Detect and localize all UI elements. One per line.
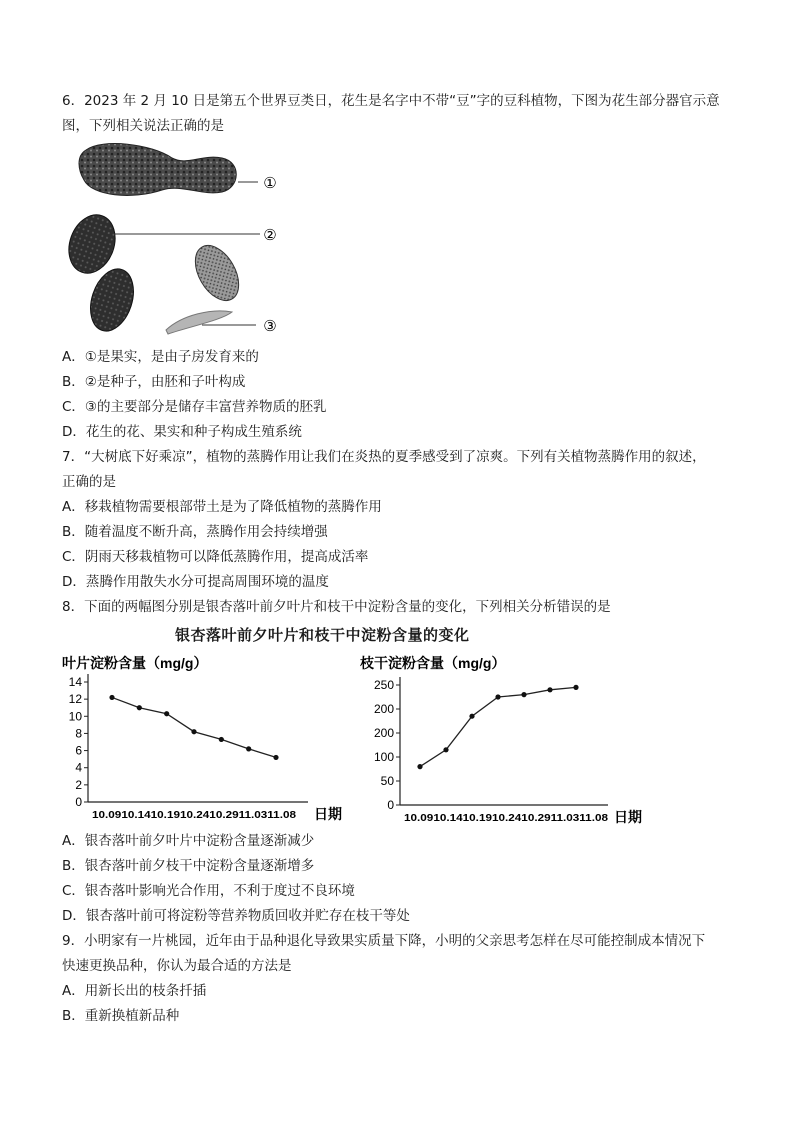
- y-tick-label: 0: [75, 795, 82, 809]
- peanut-pod-icon: [79, 144, 236, 196]
- label-1: ①: [263, 175, 277, 192]
- y-tick-label: 2: [75, 777, 82, 792]
- data-point: [547, 687, 552, 692]
- label-2: ②: [263, 227, 277, 244]
- branch-starch-chart: [358, 650, 658, 832]
- peanut-figure: [62, 140, 302, 340]
- q6-stem-line1: 6．2023 年 2 月 10 日是第五个世界豆类日，花生是名字中不带“豆”字的豆科植物，下图为花生部分器官示意: [62, 93, 720, 109]
- q8-option-b: B．银杏落叶前夕枝干中淀粉含量逐渐增多: [62, 858, 315, 874]
- q7-option-b: B．随着温度不断升高，蒸腾作用会持续增强: [62, 524, 328, 540]
- data-point: [219, 737, 224, 742]
- data-point: [417, 764, 422, 769]
- y-tick-label: 50: [380, 774, 394, 788]
- q6-option-d: D．花生的花、果实和种子构成生殖系统: [62, 424, 302, 440]
- data-point: [191, 729, 196, 734]
- q6-stem-line2: 图，下列相关说法正确的是: [62, 118, 224, 134]
- y-axis-label: 枝干淀粉含量（mg/g）: [360, 655, 506, 671]
- y-tick-label: 8: [75, 726, 82, 741]
- x-axis-label: 日期: [314, 806, 342, 822]
- seed-icon: [83, 263, 141, 336]
- label-3: ③: [263, 318, 277, 335]
- q8-option-a: A．银杏落叶前夕叶片中淀粉含量逐渐减少: [62, 833, 315, 849]
- q9-stem-line2: 快速更换品种，你认为最合适的方法是: [62, 958, 292, 974]
- y-tick-label: 200: [373, 702, 394, 716]
- data-point: [521, 692, 526, 697]
- q6-option-b: B．②是种子，由胚和子叶构成: [62, 374, 246, 390]
- q8-stem: 8．下面的两幅图分别是银杏落叶前夕叶片和枝干中淀粉含量的变化，下列相关分析错误的是: [62, 599, 611, 615]
- y-tick-label: 250: [373, 678, 394, 692]
- data-point: [469, 714, 474, 719]
- series-line: [112, 697, 276, 757]
- x-axis-label: 日期: [614, 809, 642, 825]
- q7-option-a: A．移栽植物需要根部带土是为了降低植物的蒸腾作用: [62, 499, 382, 515]
- y-tick-label: 14: [68, 675, 82, 689]
- seed-icon: [186, 238, 247, 308]
- q8-option-d: D．银杏落叶前可将淀粉等营养物质回收并贮存在枝干等处: [62, 908, 410, 924]
- data-point: [495, 694, 500, 699]
- y-axis-label: 叶片淀粉含量（mg/g）: [62, 655, 208, 671]
- x-tick-labels: 10.0910.1410.1910.2410.2911.0311.08: [404, 812, 609, 824]
- data-point: [443, 747, 448, 752]
- q6-option-c: C．③的主要部分是储存丰富营养物质的胚乳: [62, 399, 327, 415]
- q9-option-b: B．重新换植新品种: [62, 1008, 180, 1024]
- y-tick-label: 12: [68, 692, 82, 707]
- x-tick-labels: 10.0910.1410.1910.2410.2911.0311.08: [92, 809, 297, 821]
- y-tick-label: 10: [68, 709, 82, 724]
- y-tick-label: 4: [75, 760, 82, 775]
- data-point: [573, 685, 578, 690]
- chart-title: 银杏落叶前夕叶片和枝干中淀粉含量的变化: [175, 626, 470, 644]
- data-point: [137, 705, 142, 710]
- data-point: [164, 711, 169, 716]
- q7-option-c: C．阴雨天移栽植物可以降低蒸腾作用，提高成活率: [62, 549, 369, 565]
- data-point: [246, 746, 251, 751]
- y-tick-label: 100: [373, 750, 394, 764]
- q9-option-a: A．用新长出的枝条扦插: [62, 983, 207, 999]
- q6-option-a: A．①是果实，是由子房发育来的: [62, 349, 259, 365]
- y-tick-label: 200: [373, 726, 394, 740]
- q8-option-c: C．银杏落叶影响光合作用，不利于度过不良环境: [62, 883, 355, 899]
- q7-stem-line1: 7．“大树底下好乘凉”，植物的蒸腾作用让我们在炎热的夏季感受到了凉爽。下列有关植物蒸腾作用的叙述，: [62, 449, 706, 465]
- q7-stem-line2: 正确的是: [62, 474, 116, 490]
- q7-option-d: D．蒸腾作用散失水分可提高周围环境的温度: [62, 574, 329, 590]
- data-point: [273, 755, 278, 760]
- q9-stem-line1: 9．小明家有一片桃园，近年由于品种退化导致果实质量下降，小明的父亲思考怎样在尽可能控制成本情况下: [62, 933, 706, 949]
- data-point: [109, 695, 114, 700]
- leaf-starch-chart: [60, 650, 360, 832]
- y-tick-label: 0: [387, 798, 394, 812]
- seed-coat-icon: [166, 311, 232, 334]
- y-tick-label: 6: [75, 743, 82, 758]
